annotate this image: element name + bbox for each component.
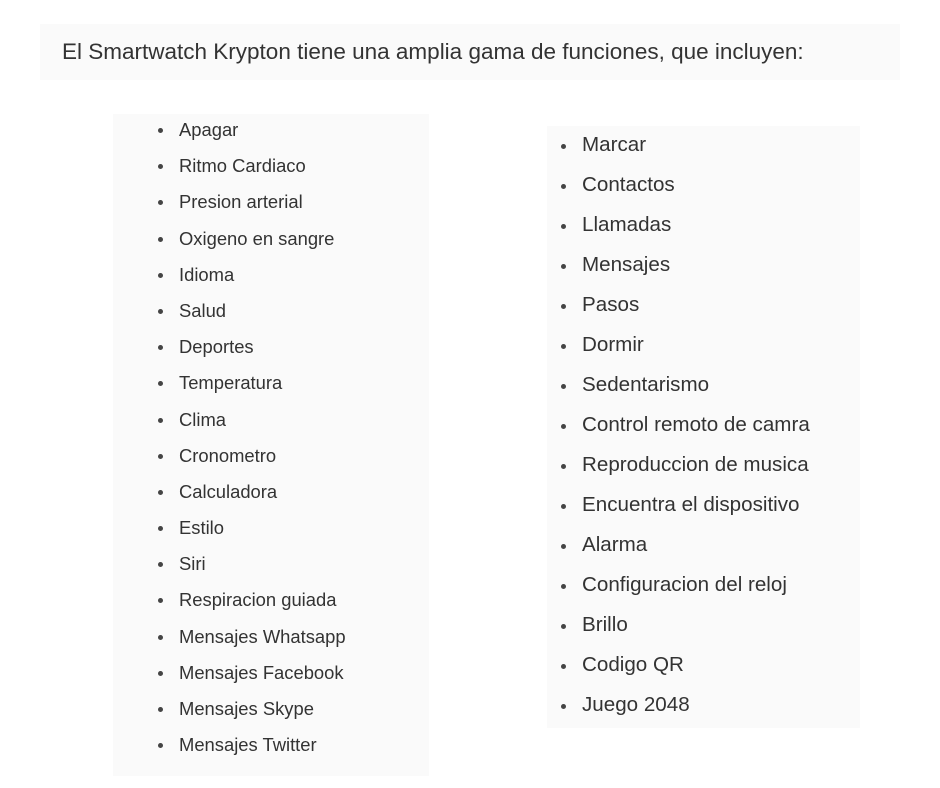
feature-list-item — [547, 366, 860, 406]
feature-label: Reproduccion de musica — [582, 453, 809, 476]
feature-label: Mensajes — [582, 253, 671, 276]
feature-label: Idioma — [179, 263, 235, 285]
feature-list-item — [113, 115, 429, 151]
bullet-icon — [158, 526, 163, 531]
bullet-icon — [158, 562, 163, 567]
bullet-icon — [158, 454, 163, 459]
bullet-icon — [158, 671, 163, 676]
bullet-icon — [561, 344, 566, 349]
feature-label: Temperatura — [179, 372, 283, 394]
feature-label: Apagar — [179, 119, 239, 140]
feature-list-item — [113, 441, 429, 477]
feature-label: Clima — [179, 408, 227, 430]
feature-list-item — [547, 566, 860, 606]
feature-label: Siri — [179, 553, 206, 575]
feature-label: Sedentarismo — [582, 373, 710, 396]
intro-paragraph: El Smartwatch Krypton tiene una amplia gama de funciones, que incluyen: — [40, 24, 900, 80]
feature-list-item — [113, 513, 429, 549]
feature-label: Mensajes Twitter — [179, 734, 317, 756]
feature-list-item — [547, 326, 860, 366]
feature-label: Alarma — [582, 533, 648, 556]
bullet-icon — [561, 704, 566, 709]
feature-list-item — [547, 406, 860, 446]
feature-list-item — [547, 286, 860, 326]
feature-list-item — [113, 549, 429, 585]
bullet-icon — [158, 309, 163, 314]
feature-list-item — [547, 686, 860, 726]
feature-list-item — [113, 585, 429, 621]
feature-list-item — [547, 646, 860, 686]
feature-list-item — [113, 477, 429, 513]
feature-label: Salud — [179, 299, 227, 321]
feature-label: Presion arterial — [179, 191, 303, 213]
feature-list-item — [113, 260, 429, 296]
bullet-icon — [561, 264, 566, 269]
feature-list-item — [113, 224, 429, 260]
feature-label: Deportes — [179, 336, 254, 358]
feature-label: Mensajes Whatsapp — [179, 625, 346, 647]
bullet-icon — [158, 381, 163, 386]
feature-label: Dormir — [582, 333, 644, 356]
feature-list-item — [547, 526, 860, 566]
feature-list-item — [547, 446, 860, 486]
feature-label: Codigo QR — [582, 653, 684, 676]
feature-label: Cronometro — [179, 444, 277, 466]
bullet-icon — [158, 200, 163, 205]
bullet-icon — [561, 504, 566, 509]
bullet-icon — [158, 490, 163, 495]
bullet-icon — [561, 664, 566, 669]
feature-list-item — [113, 332, 429, 368]
bullet-icon — [158, 345, 163, 350]
feature-list-item — [113, 694, 429, 730]
bullet-icon — [158, 237, 163, 242]
feature-label: Llamadas — [582, 213, 672, 236]
bullet-icon — [561, 184, 566, 189]
bullet-icon — [561, 384, 566, 389]
feature-list-item — [113, 730, 429, 766]
feature-label: Brillo — [582, 613, 628, 636]
feature-label: Mensajes Skype — [179, 698, 314, 719]
bullet-icon — [561, 584, 566, 589]
feature-label: Marcar — [582, 133, 647, 156]
bullet-icon — [158, 707, 163, 712]
bullet-icon — [158, 273, 163, 278]
feature-list-item — [547, 246, 860, 286]
feature-list-item — [113, 296, 429, 332]
feature-label: Mensajes Facebook — [179, 661, 344, 683]
feature-list-item — [547, 206, 860, 246]
feature-list-item — [547, 166, 860, 206]
feature-list-item — [113, 622, 429, 658]
bullet-icon — [561, 304, 566, 309]
features-list-left — [113, 114, 429, 776]
bullet-icon — [561, 464, 566, 469]
feature-label: Calculadora — [179, 480, 278, 502]
feature-label: Configuracion del reloj — [582, 573, 787, 596]
bullet-icon — [561, 224, 566, 229]
bullet-icon — [158, 128, 163, 133]
feature-list-item — [113, 368, 429, 404]
feature-list-item — [113, 187, 429, 223]
feature-list-item — [547, 486, 860, 526]
feature-label: Estilo — [179, 517, 224, 539]
feature-label: Contactos — [582, 173, 675, 196]
feature-label: Control remoto de camra — [582, 413, 810, 436]
feature-list-item — [113, 405, 429, 441]
feature-label: Juego 2048 — [582, 693, 690, 716]
features-list-right — [547, 126, 860, 728]
feature-label: Ritmo Cardiaco — [179, 155, 306, 177]
feature-label: Encuentra el dispositivo — [582, 493, 800, 516]
feature-label: Pasos — [582, 293, 640, 316]
bullet-icon — [158, 164, 163, 169]
bullet-icon — [561, 624, 566, 629]
bullet-icon — [158, 635, 163, 640]
feature-list-item — [113, 658, 429, 694]
bullet-icon — [158, 418, 163, 423]
bullet-icon — [561, 144, 566, 149]
feature-label: Oxigeno en sangre — [179, 227, 335, 249]
bullet-icon — [561, 544, 566, 549]
feature-list-item — [547, 126, 860, 166]
feature-list-item — [547, 606, 860, 646]
bullet-icon — [158, 598, 163, 603]
feature-label: Respiracion guiada — [179, 589, 337, 611]
feature-list-item — [113, 151, 429, 187]
bullet-icon — [158, 743, 163, 748]
bullet-icon — [561, 424, 566, 429]
